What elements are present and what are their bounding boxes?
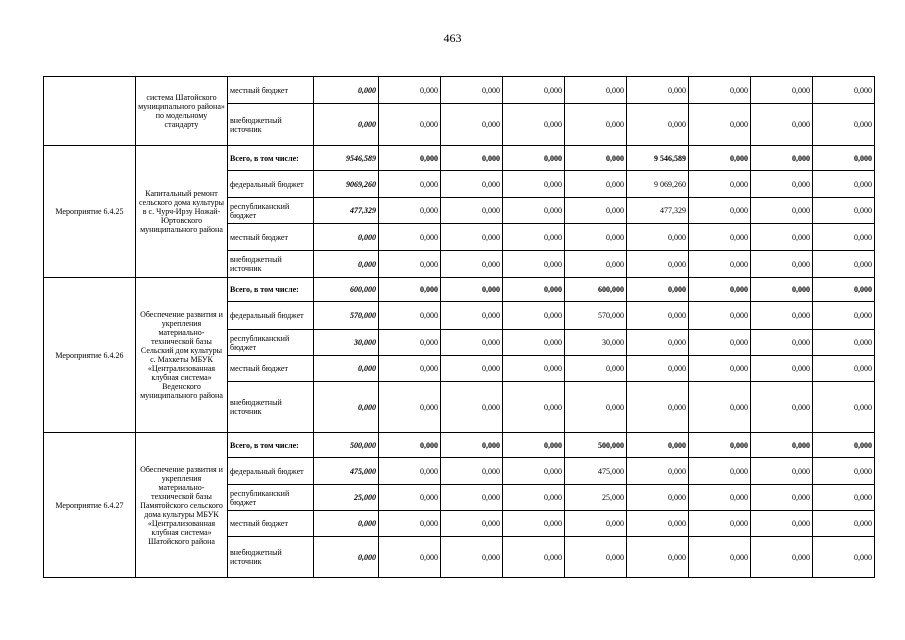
year-value-cell: 0,000	[441, 382, 503, 433]
year-value-cell: 0,000	[813, 77, 875, 104]
funding-source: внебюджетный источник	[228, 382, 314, 433]
year-value-cell: 0,000	[379, 382, 441, 433]
year-value-cell: 0,000	[813, 278, 875, 302]
year-value-cell: 0,000	[751, 171, 813, 198]
event-code: Мероприятие 6.4.26	[44, 278, 136, 433]
year-value-cell: 500,000	[565, 433, 627, 458]
year-value-cell: 0,000	[627, 224, 689, 251]
total-cell: 477,329	[314, 198, 379, 224]
year-value-cell: 0,000	[751, 382, 813, 433]
year-value-cell: 0,000	[751, 302, 813, 330]
year-value-cell: 0,000	[441, 224, 503, 251]
year-value-cell: 0,000	[565, 224, 627, 251]
year-value-cell: 0,000	[441, 278, 503, 302]
year-value-cell: 0,000	[379, 278, 441, 302]
year-value-cell: 0,000	[565, 382, 627, 433]
year-value-cell: 0,000	[379, 104, 441, 146]
year-value-cell: 0,000	[379, 485, 441, 511]
year-value-cell: 9 069,260	[627, 171, 689, 198]
year-value-cell: 0,000	[441, 251, 503, 278]
year-value-cell: 0,000	[689, 433, 751, 458]
year-value-cell: 0,000	[689, 198, 751, 224]
year-value-cell: 0,000	[503, 537, 565, 578]
total-cell: 9546,589	[314, 146, 379, 171]
funding-source: Всего, в том числе:	[228, 146, 314, 171]
year-value-cell: 0,000	[503, 382, 565, 433]
year-value-cell: 0,000	[441, 104, 503, 146]
year-value-cell: 0,000	[689, 458, 751, 485]
year-value-cell: 0,000	[565, 198, 627, 224]
total-cell: 0,000	[314, 77, 379, 104]
total-cell: 0,000	[314, 104, 379, 146]
year-value-cell: 0,000	[503, 356, 565, 382]
year-value-cell: 0,000	[813, 356, 875, 382]
total-cell: 0,000	[314, 382, 379, 433]
year-value-cell: 0,000	[503, 485, 565, 511]
year-value-cell: 0,000	[689, 485, 751, 511]
year-value-cell: 0,000	[813, 330, 875, 356]
funding-source: федеральный бюджет	[228, 302, 314, 330]
year-value-cell: 25,000	[565, 485, 627, 511]
total-cell: 570,000	[314, 302, 379, 330]
year-value-cell: 0,000	[751, 278, 813, 302]
year-value-cell: 477,329	[627, 198, 689, 224]
year-value-cell: 0,000	[441, 537, 503, 578]
year-value-cell: 0,000	[503, 458, 565, 485]
year-value-cell: 0,000	[751, 537, 813, 578]
year-value-cell: 0,000	[813, 251, 875, 278]
year-value-cell: 0,000	[627, 537, 689, 578]
year-value-cell: 0,000	[813, 224, 875, 251]
event-name: Обеспечение развития и укрепления материально-технической базы Сельский дом культуры с. Махкеты МБУК «Централизованная клубная система» Веденского муниципального района	[136, 278, 228, 433]
year-value-cell: 0,000	[689, 537, 751, 578]
table-body	[44, 77, 875, 578]
year-value-cell: 0,000	[813, 537, 875, 578]
year-value-cell: 0,000	[503, 224, 565, 251]
table-row	[44, 278, 875, 302]
year-value-cell: 0,000	[565, 537, 627, 578]
year-value-cell: 0,000	[813, 511, 875, 537]
year-value-cell: 600,000	[565, 278, 627, 302]
year-value-cell: 0,000	[503, 511, 565, 537]
year-value-cell: 0,000	[379, 433, 441, 458]
year-value-cell: 0,000	[751, 433, 813, 458]
year-value-cell: 0,000	[379, 356, 441, 382]
year-value-cell: 0,000	[751, 224, 813, 251]
year-value-cell: 0,000	[689, 356, 751, 382]
year-value-cell: 0,000	[813, 382, 875, 433]
total-cell: 9069,260	[314, 171, 379, 198]
funding-source: республиканский бюджет	[228, 485, 314, 511]
year-value-cell: 0,000	[441, 458, 503, 485]
event-name: Обеспечение развития и укрепления материально-технической базы Памятойского сельского дома культуры МБУК «Централизованная клубная система» Шатойского района	[136, 433, 228, 578]
year-value-cell: 0,000	[751, 356, 813, 382]
funding-source: федеральный бюджет	[228, 458, 314, 485]
year-value-cell: 0,000	[813, 171, 875, 198]
total-cell: 600,000	[314, 278, 379, 302]
year-value-cell: 0,000	[627, 77, 689, 104]
total-cell: 500,000	[314, 433, 379, 458]
year-value-cell: 0,000	[503, 77, 565, 104]
event-name: Капитальный ремонт сельского дома культуры в с. Чурч-Ирзу Ножай-Юртовского муниципального района	[136, 146, 228, 278]
year-value-cell: 0,000	[751, 104, 813, 146]
event-code: Мероприятие 6.4.27	[44, 433, 136, 578]
year-value-cell: 0,000	[627, 433, 689, 458]
year-value-cell: 0,000	[379, 251, 441, 278]
year-value-cell: 0,000	[751, 485, 813, 511]
year-value-cell: 0,000	[503, 251, 565, 278]
funding-source: местный бюджет	[228, 224, 314, 251]
year-value-cell: 0,000	[689, 511, 751, 537]
year-value-cell: 0,000	[627, 330, 689, 356]
year-value-cell: 0,000	[627, 511, 689, 537]
year-value-cell: 0,000	[627, 458, 689, 485]
year-value-cell: 0,000	[627, 251, 689, 278]
total-cell: 0,000	[314, 224, 379, 251]
funding-source: внебюджетный источник	[228, 104, 314, 146]
year-value-cell: 0,000	[689, 251, 751, 278]
year-value-cell: 0,000	[503, 433, 565, 458]
year-value-cell: 0,000	[441, 356, 503, 382]
year-value-cell: 0,000	[379, 330, 441, 356]
year-value-cell: 0,000	[813, 104, 875, 146]
year-value-cell: 0,000	[689, 104, 751, 146]
year-value-cell: 0,000	[503, 330, 565, 356]
funding-source: внебюджетный источник	[228, 537, 314, 578]
year-value-cell: 0,000	[689, 224, 751, 251]
year-value-cell: 0,000	[627, 485, 689, 511]
year-value-cell: 0,000	[689, 382, 751, 433]
year-value-cell: 0,000	[503, 302, 565, 330]
year-value-cell: 0,000	[379, 458, 441, 485]
year-value-cell: 0,000	[751, 330, 813, 356]
year-value-cell: 0,000	[689, 146, 751, 171]
year-value-cell: 0,000	[565, 77, 627, 104]
year-value-cell: 0,000	[441, 171, 503, 198]
year-value-cell: 0,000	[503, 146, 565, 171]
year-value-cell: 0,000	[565, 146, 627, 171]
year-value-cell: 0,000	[689, 171, 751, 198]
table-row	[44, 433, 875, 458]
total-cell: 30,000	[314, 330, 379, 356]
year-value-cell: 0,000	[503, 171, 565, 198]
total-cell: 0,000	[314, 511, 379, 537]
year-value-cell: 30,000	[565, 330, 627, 356]
year-value-cell: 0,000	[379, 302, 441, 330]
year-value-cell: 0,000	[565, 511, 627, 537]
event-code	[44, 77, 136, 146]
year-value-cell: 0,000	[751, 511, 813, 537]
year-value-cell: 0,000	[503, 198, 565, 224]
year-value-cell: 0,000	[441, 146, 503, 171]
total-cell: 0,000	[314, 251, 379, 278]
funding-source: местный бюджет	[228, 511, 314, 537]
year-value-cell: 475,000	[565, 458, 627, 485]
year-value-cell: 0,000	[441, 485, 503, 511]
year-value-cell: 0,000	[441, 198, 503, 224]
year-value-cell: 0,000	[751, 146, 813, 171]
year-value-cell: 0,000	[441, 77, 503, 104]
budget-table	[43, 76, 875, 578]
event-name: система Шатойского муниципального района» по модельному стандарту	[136, 77, 228, 146]
funding-source: местный бюджет	[228, 356, 314, 382]
year-value-cell: 0,000	[813, 433, 875, 458]
year-value-cell: 0,000	[751, 251, 813, 278]
funding-source: республиканский бюджет	[228, 330, 314, 356]
year-value-cell: 0,000	[689, 77, 751, 104]
year-value-cell: 0,000	[813, 485, 875, 511]
year-value-cell: 0,000	[441, 302, 503, 330]
funding-source: Всего, в том числе:	[228, 433, 314, 458]
total-cell: 0,000	[314, 356, 379, 382]
year-value-cell: 0,000	[627, 302, 689, 330]
funding-source: федеральный бюджет	[228, 171, 314, 198]
year-value-cell: 0,000	[751, 458, 813, 485]
year-value-cell: 0,000	[379, 511, 441, 537]
year-value-cell: 0,000	[503, 278, 565, 302]
year-value-cell: 0,000	[565, 356, 627, 382]
year-value-cell: 0,000	[627, 104, 689, 146]
year-value-cell: 0,000	[813, 302, 875, 330]
year-value-cell: 0,000	[813, 198, 875, 224]
year-value-cell: 0,000	[379, 171, 441, 198]
year-value-cell: 0,000	[503, 104, 565, 146]
year-value-cell: 0,000	[813, 458, 875, 485]
table-row	[44, 77, 875, 104]
total-cell: 0,000	[314, 537, 379, 578]
year-value-cell: 0,000	[379, 224, 441, 251]
total-cell: 25,000	[314, 485, 379, 511]
year-value-cell: 0,000	[565, 251, 627, 278]
year-value-cell: 0,000	[441, 433, 503, 458]
year-value-cell: 0,000	[441, 511, 503, 537]
year-value-cell: 0,000	[379, 77, 441, 104]
funding-source: внебюджетный источник	[228, 251, 314, 278]
year-value-cell: 0,000	[379, 537, 441, 578]
year-value-cell: 0,000	[379, 146, 441, 171]
year-value-cell: 0,000	[441, 330, 503, 356]
total-cell: 475,000	[314, 458, 379, 485]
year-value-cell: 0,000	[627, 382, 689, 433]
year-value-cell: 0,000	[627, 278, 689, 302]
page-number: 463	[443, 31, 462, 45]
year-value-cell: 0,000	[689, 278, 751, 302]
year-value-cell: 0,000	[379, 198, 441, 224]
year-value-cell: 0,000	[627, 356, 689, 382]
year-value-cell: 570,000	[565, 302, 627, 330]
year-value-cell: 0,000	[565, 171, 627, 198]
funding-source: Всего, в том числе:	[228, 278, 314, 302]
year-value-cell: 0,000	[751, 198, 813, 224]
year-value-cell: 9 546,589	[627, 146, 689, 171]
year-value-cell: 0,000	[751, 77, 813, 104]
event-code: Мероприятие 6.4.25	[44, 146, 136, 278]
year-value-cell: 0,000	[565, 104, 627, 146]
funding-source: местный бюджет	[228, 77, 314, 104]
table-row	[44, 146, 875, 171]
year-value-cell: 0,000	[813, 146, 875, 171]
year-value-cell: 0,000	[689, 330, 751, 356]
year-value-cell: 0,000	[689, 302, 751, 330]
funding-source: республиканский бюджет	[228, 198, 314, 224]
